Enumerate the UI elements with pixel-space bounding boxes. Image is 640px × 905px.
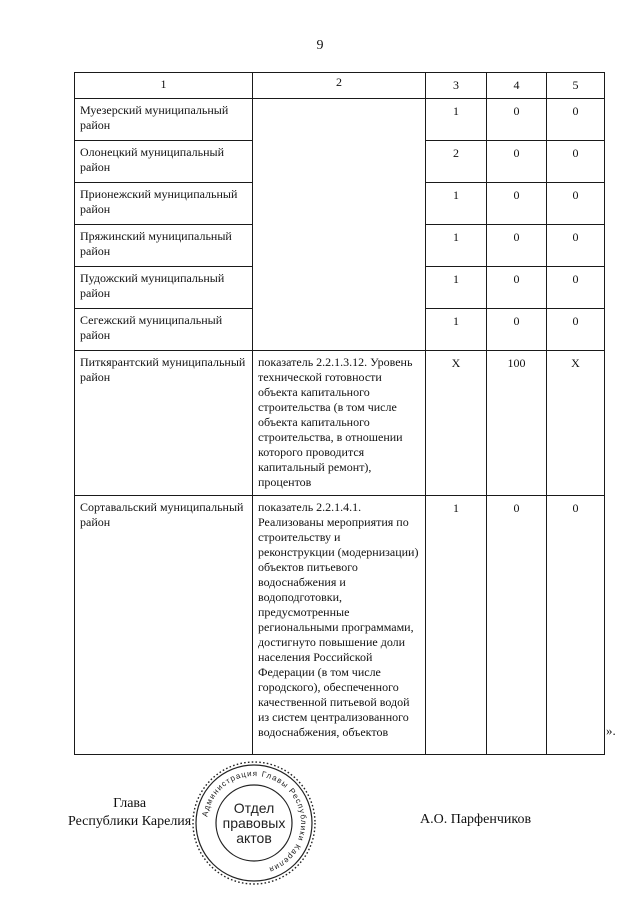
value-cell: 0 bbox=[487, 141, 547, 183]
closing-quote: ». bbox=[606, 723, 616, 738]
table-row bbox=[75, 351, 605, 496]
indicator-cell-merged bbox=[253, 99, 426, 351]
value-cell: Х bbox=[426, 351, 487, 496]
value-cell: 1 bbox=[426, 496, 487, 755]
value-cell: 2 bbox=[426, 141, 487, 183]
district-cell: Сортавальский муниципальный район bbox=[75, 496, 253, 755]
value-cell: 1 bbox=[426, 309, 487, 351]
header-cell: 4 bbox=[487, 73, 547, 99]
stamp-line-1: Отдел bbox=[233, 800, 275, 816]
table-row bbox=[75, 99, 605, 141]
value-cell: 0 bbox=[547, 99, 605, 141]
header-cell: 5 bbox=[547, 73, 605, 99]
signatory-title-line1: Глава bbox=[113, 796, 147, 811]
district-cell: Пряжинский муниципальный район bbox=[75, 225, 253, 267]
value-cell: 0 bbox=[547, 141, 605, 183]
value-cell: 0 bbox=[487, 225, 547, 267]
value-cell: 0 bbox=[547, 496, 605, 755]
header-cell: 1 bbox=[75, 73, 253, 99]
value-cell: 0 bbox=[487, 183, 547, 225]
district-cell: Олонецкий муниципальный район bbox=[75, 141, 253, 183]
value-cell: 1 bbox=[426, 183, 487, 225]
district-cell: Пудожский муниципальный район bbox=[75, 267, 253, 309]
header-cell: 2 bbox=[253, 73, 426, 99]
value-cell: 0 bbox=[487, 309, 547, 351]
district-cell: Прионежский муниципальный район bbox=[75, 183, 253, 225]
legal-department-stamp bbox=[189, 758, 319, 888]
indicators-table bbox=[74, 72, 605, 755]
stamp-line-3: актов bbox=[236, 830, 272, 846]
value-cell: 0 bbox=[487, 99, 547, 141]
signatory-name: А.О. Парфенчиков bbox=[420, 812, 532, 827]
signatory-title-line2: Республики Карелия bbox=[68, 814, 192, 829]
value-cell: 1 bbox=[426, 99, 487, 141]
value-cell: 0 bbox=[547, 309, 605, 351]
table-row bbox=[75, 496, 605, 755]
indicator-cell: показатель 2.2.1.4.1. Реализованы мероприятия по строительству и реконструкции (модернизации) объектов питьевого водоснабжения и водоподготовки, предусмотренные региональными программами, достигнуто повышение доли населения Российской Федерации (в том числе городского), обеспеченного качественной питьевой водой из систем централизованного водоснабжения, объектов bbox=[253, 496, 426, 755]
district-cell: Сегежский муниципальный район bbox=[75, 309, 253, 351]
indicator-cell: показатель 2.2.1.3.12. Уровень технической готовности объекта капитального строительства (в том числе объекта капитального строительства, в отношении которого проводится капитальный ремонт), процентов bbox=[253, 351, 426, 496]
value-cell: 0 bbox=[547, 267, 605, 309]
value-cell: 0 bbox=[547, 183, 605, 225]
stamp-ring-text: Администрация Главы Республики Карелия bbox=[200, 768, 309, 875]
value-cell: 0 bbox=[487, 267, 547, 309]
signatory-title bbox=[68, 795, 191, 831]
stamp-line-2: правовых bbox=[222, 815, 286, 831]
header-cell: 3 bbox=[426, 73, 487, 99]
page-number: 9 bbox=[316, 38, 324, 53]
value-cell: Х bbox=[547, 351, 605, 496]
table-header-row bbox=[75, 73, 605, 99]
value-cell: 0 bbox=[487, 496, 547, 755]
value-cell: 1 bbox=[426, 267, 487, 309]
value-cell: 0 bbox=[547, 225, 605, 267]
district-cell: Питкярантский муниципальный район bbox=[75, 351, 253, 496]
value-cell: 100 bbox=[487, 351, 547, 496]
value-cell: 1 bbox=[426, 225, 487, 267]
district-cell: Муезерский муниципальный район bbox=[75, 99, 253, 141]
